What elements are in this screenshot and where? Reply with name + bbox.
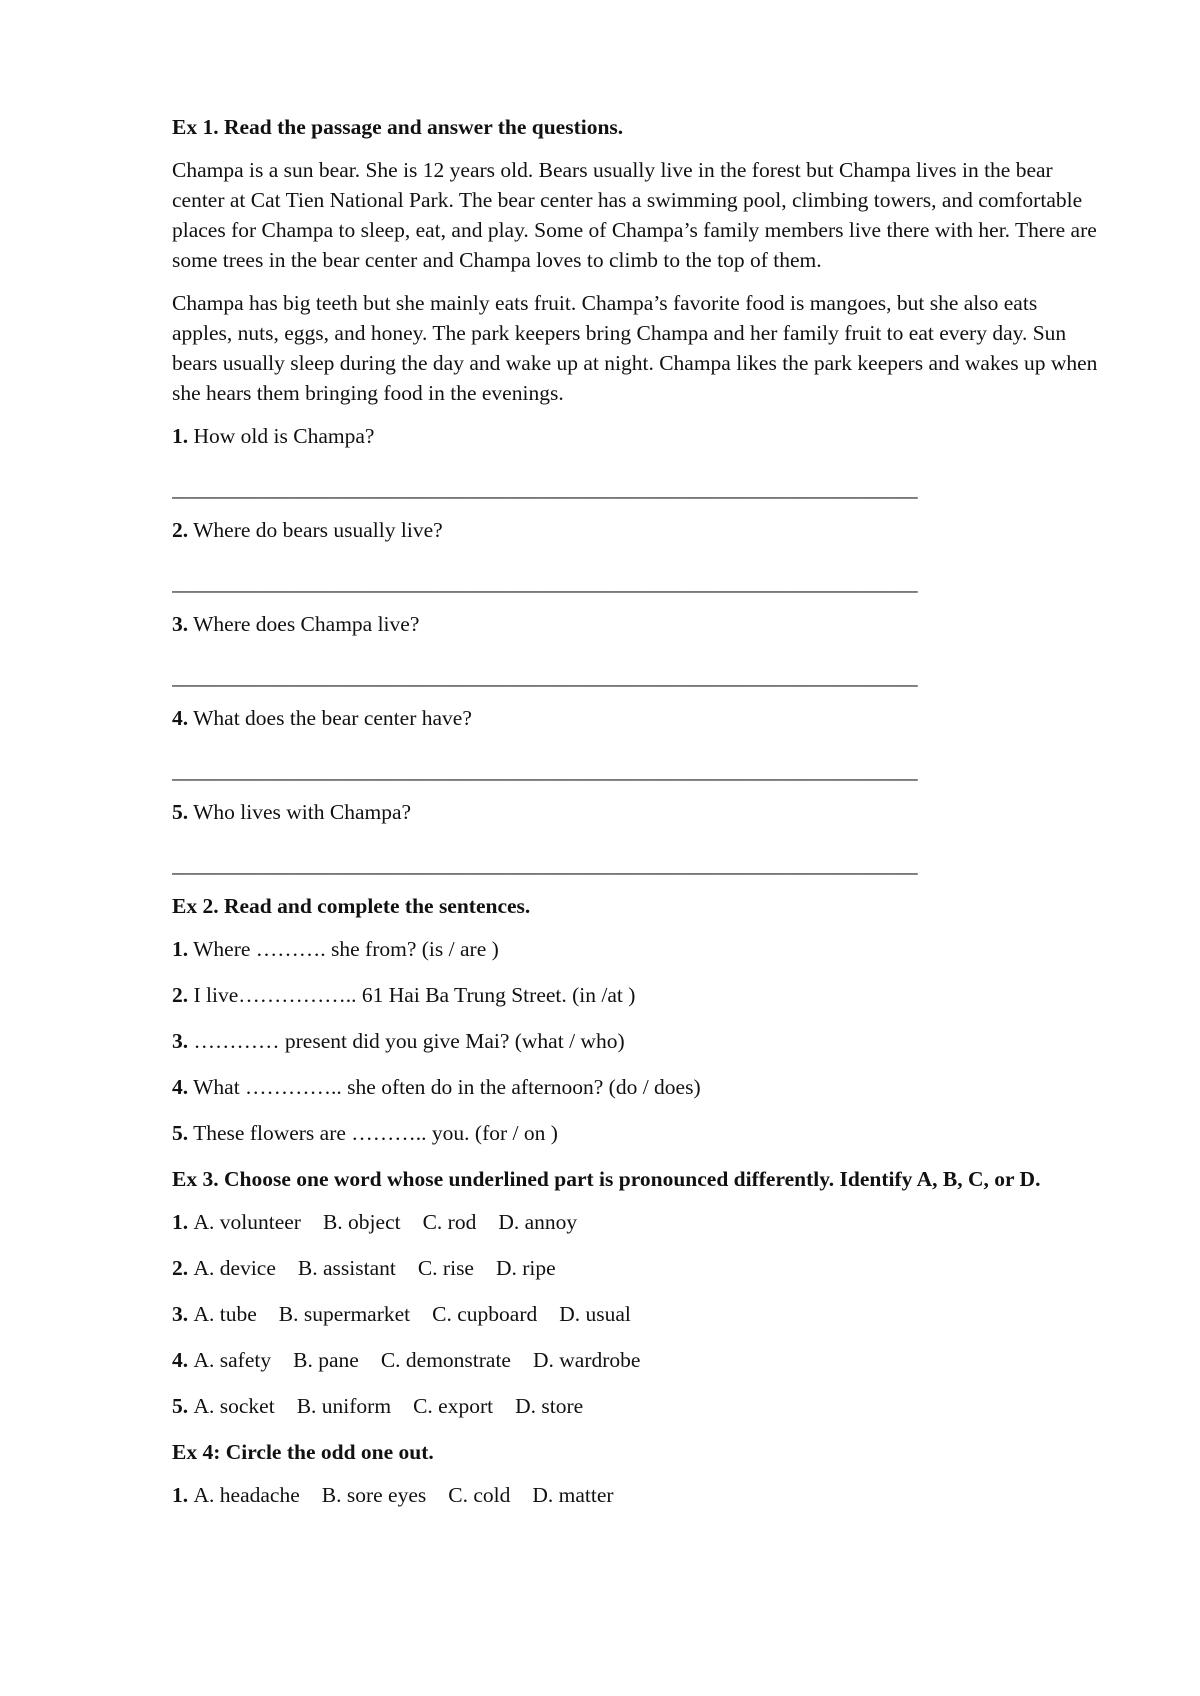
- ex1-question-3: [172, 609, 1102, 692]
- option-d[interactable]: D. annoy: [498, 1210, 578, 1234]
- question-text: Where does Champa live?: [188, 612, 420, 636]
- question-text: Where do bears usually live?: [188, 518, 443, 542]
- item-number: 2.: [172, 1256, 189, 1280]
- option-c[interactable]: C. export: [413, 1394, 494, 1418]
- answer-line[interactable]: ________________________________________________________________________: [172, 853, 918, 877]
- ex3-title: Ex 3. Choose one word whose underlined part is pronounced differently. Identify A, B, C, or D.: [172, 1167, 1041, 1191]
- item-number: 1.: [172, 1210, 189, 1234]
- option-c[interactable]: C. cold: [448, 1483, 511, 1507]
- item-number: 2.: [172, 983, 189, 1007]
- ex2-item-3: [172, 1026, 1102, 1056]
- question-text: How old is Champa?: [188, 424, 375, 448]
- item-number: 5.: [172, 1121, 189, 1145]
- ex3-item-1: [172, 1207, 1102, 1237]
- ex1-question-4: [172, 703, 1102, 786]
- option-d[interactable]: D. usual: [559, 1302, 631, 1326]
- option-b[interactable]: B. uniform: [296, 1394, 392, 1418]
- option-b[interactable]: B. object: [322, 1210, 401, 1234]
- answer-line[interactable]: ________________________________________________________________________: [172, 759, 918, 783]
- option-c[interactable]: C. rise: [417, 1256, 474, 1280]
- ex4-item-1: [172, 1480, 1102, 1510]
- question-number: 1.: [172, 424, 189, 448]
- ex2-item-2: [172, 980, 1102, 1010]
- option-c[interactable]: C. cupboard: [432, 1302, 538, 1326]
- worksheet-page: [172, 112, 1102, 1526]
- option-d[interactable]: D. wardrobe: [532, 1348, 641, 1372]
- item-text: I live…………….. 61 Hai Ba Trung Street. (in /at ): [188, 983, 636, 1007]
- option-b[interactable]: B. pane: [293, 1348, 359, 1372]
- ex1-passage-paragraph-2: Champa has big teeth but she mainly eats fruit. Champa’s favorite food is mangoes, but she also eats apples, nuts, eggs, and honey. The park keepers bring Champa and her family fruit to eat every day. Sun bears usually sleep during the day and wake up at night. Champa likes the park keepers and wakes up when she hears them bringing food in the evenings.: [172, 291, 1098, 405]
- question-text: What does the bear center have?: [188, 706, 472, 730]
- item-number: 1.: [172, 1483, 189, 1507]
- question-number: 3.: [172, 612, 189, 636]
- ex3-item-4: [172, 1345, 1102, 1375]
- ex1-passage-paragraph-1: Champa is a sun bear. She is 12 years old. Bears usually live in the forest but Champa lives in the bear center at Cat Tien National Park. The bear center has a swimming pool, climbing towers, and comfortable places for Champa to sleep, eat, and play. Some of Champa’s family members live there with her. There are some trees in the bear center and Champa loves to climb to the top of them.: [172, 158, 1097, 272]
- question-number: 5.: [172, 800, 189, 824]
- ex2-title: Ex 2. Read and complete the sentences.: [172, 894, 531, 918]
- option-a[interactable]: A. safety: [193, 1348, 272, 1372]
- item-text: These flowers are ……….. you. (for / on ): [188, 1121, 558, 1145]
- ex1-question-2: [172, 515, 1102, 598]
- item-text: What ………….. she often do in the afternoon? (do / does): [188, 1075, 701, 1099]
- item-number: 3.: [172, 1302, 189, 1326]
- option-a[interactable]: A. volunteer: [193, 1210, 301, 1234]
- ex2-item-1: [172, 934, 1102, 964]
- ex2-item-5: [172, 1118, 1102, 1148]
- ex4-title: Ex 4: Circle the odd one out.: [172, 1440, 434, 1464]
- option-d[interactable]: D. ripe: [495, 1256, 556, 1280]
- ex1-title: Ex 1. Read the passage and answer the questions.: [172, 115, 624, 139]
- item-number: 4.: [172, 1348, 189, 1372]
- ex3-item-2: [172, 1253, 1102, 1283]
- ex3-item-5: [172, 1391, 1102, 1421]
- option-d[interactable]: D. store: [515, 1394, 584, 1418]
- question-text: Who lives with Champa?: [188, 800, 412, 824]
- item-number: 1.: [172, 937, 189, 961]
- option-b[interactable]: B. assistant: [297, 1256, 396, 1280]
- option-a[interactable]: A. headache: [193, 1483, 300, 1507]
- option-c[interactable]: C. demonstrate: [380, 1348, 511, 1372]
- ex1-question-5: [172, 797, 1102, 880]
- answer-line[interactable]: ________________________________________________________________________: [172, 571, 918, 595]
- item-text: Where ………. she from? (is / are ): [188, 937, 499, 961]
- item-text: ………… present did you give Mai? (what / who): [188, 1029, 625, 1053]
- question-number: 2.: [172, 518, 189, 542]
- option-b[interactable]: B. sore eyes: [321, 1483, 427, 1507]
- option-b[interactable]: B. supermarket: [278, 1302, 411, 1326]
- item-number: 4.: [172, 1075, 189, 1099]
- option-c[interactable]: C. rod: [422, 1210, 477, 1234]
- ex1-question-1: [172, 421, 1102, 504]
- question-number: 4.: [172, 706, 189, 730]
- answer-line[interactable]: ________________________________________________________________________: [172, 477, 918, 501]
- ex3-item-3: [172, 1299, 1102, 1329]
- item-number: 3.: [172, 1029, 189, 1053]
- item-number: 5.: [172, 1394, 189, 1418]
- option-a[interactable]: A. device: [193, 1256, 276, 1280]
- option-d[interactable]: D. matter: [532, 1483, 614, 1507]
- answer-line[interactable]: ________________________________________________________________________: [172, 665, 918, 689]
- ex2-item-4: [172, 1072, 1102, 1102]
- option-a[interactable]: A. tube: [193, 1302, 257, 1326]
- option-a[interactable]: A. socket: [193, 1394, 275, 1418]
